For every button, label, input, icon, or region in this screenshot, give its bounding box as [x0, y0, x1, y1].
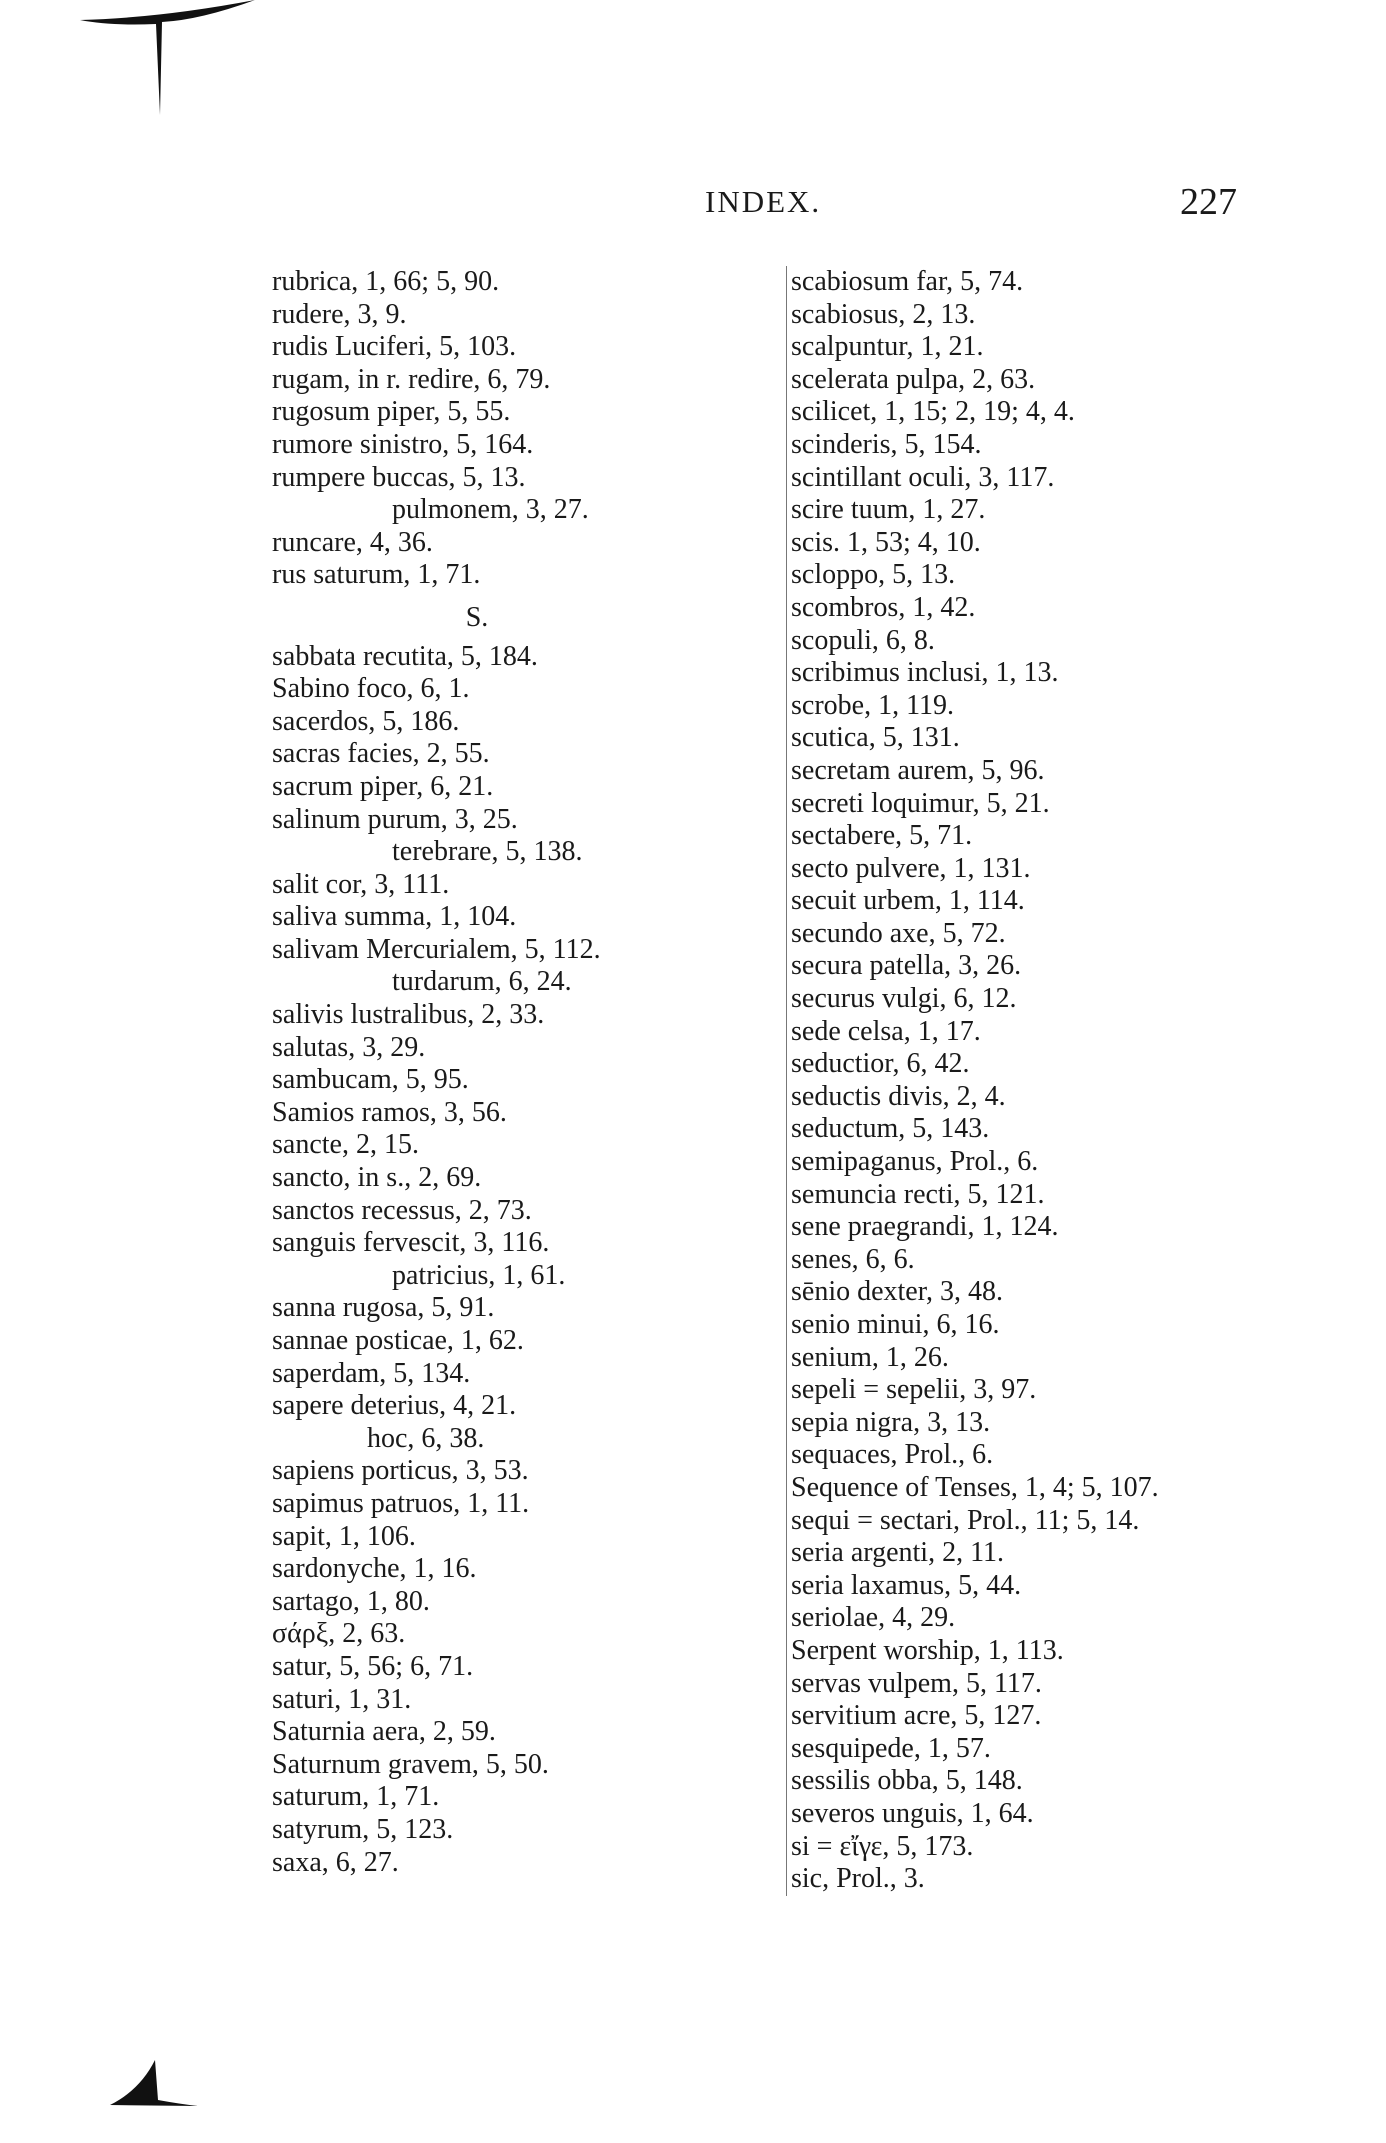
- index-entry: Sequence of Tenses, 1, 4; 5, 107.: [791, 1471, 1159, 1503]
- index-entry: sapit, 1, 106.: [272, 1520, 416, 1552]
- running-head: INDEX.: [705, 184, 822, 219]
- page-number: 227: [1180, 181, 1237, 223]
- index-entry: senio minui, 6, 16.: [791, 1309, 1000, 1340]
- index-entry: scombros, 1, 42.: [791, 591, 976, 623]
- index-entry: sapiens porticus, 3, 53.: [272, 1455, 529, 1487]
- index-entry: sanna rugosa, 5, 91.: [272, 1292, 495, 1324]
- index-entry: sanctos recessus, 2, 73.: [272, 1194, 532, 1226]
- index-entry: rus saturum, 1, 71.: [272, 559, 481, 591]
- index-entry: satyrum, 5, 123.: [272, 1813, 454, 1845]
- index-entry: sancto, in s., 2, 69.: [272, 1162, 482, 1194]
- index-entry: sequaces, Prol., 6.: [791, 1439, 994, 1471]
- index-column-right: [786, 266, 1291, 1896]
- index-entry: scelerata pulpa, 2, 63.: [791, 363, 1036, 395]
- index-entry: scilicet, 1, 15; 2, 19; 4, 4.: [791, 396, 1075, 428]
- index-entry: seria argenti, 2, 11.: [791, 1537, 1005, 1569]
- index-entry: sepeli = sepelii, 3, 97.: [791, 1374, 1037, 1406]
- index-entry: Saturnia aera, 2, 59.: [272, 1716, 496, 1748]
- index-entry: rumpere buccas, 5, 13.: [272, 461, 526, 493]
- section-letter-heading: S.: [465, 601, 489, 633]
- index-entry: rugam, in r. redire, 6, 79.: [272, 363, 551, 395]
- index-entry: Saturnum gravem, 5, 50.: [272, 1748, 549, 1780]
- index-subentry: pulmonem, 3, 27.: [392, 494, 589, 526]
- index-entry: scinderis, 5, 154.: [791, 428, 982, 460]
- index-subentry: patricius, 1, 61.: [392, 1259, 566, 1291]
- index-entry: sambucam, 5, 95.: [272, 1064, 469, 1096]
- index-entry: semipaganus, Prol., 6.: [791, 1146, 1039, 1178]
- index-entry: scintillant oculi, 3, 117.: [791, 461, 1055, 493]
- index-entry: satur, 5, 56; 6, 71.: [272, 1650, 474, 1682]
- index-entry: salinum purum, 3, 25.: [272, 803, 518, 835]
- printer-corner-mark-icon: [80, 0, 260, 120]
- index-entry: Serpent worship, 1, 113.: [791, 1634, 1064, 1666]
- index-entry: saturum, 1, 71.: [272, 1781, 440, 1813]
- index-entry: scopuli, 6, 8.: [791, 624, 935, 656]
- index-entry: rudis Luciferi, 5, 103.: [272, 331, 517, 363]
- index-subentry: terebrare, 5, 138.: [392, 836, 583, 868]
- index-subentry: hoc, 6, 38.: [367, 1422, 485, 1454]
- page-header: [0, 180, 1386, 230]
- index-entry: scloppo, 5, 13.: [791, 559, 956, 591]
- index-entry: securus vulgi, 6, 12.: [791, 983, 1017, 1015]
- index-entry: sequi = sectari, Prol., 11; 5, 14.: [791, 1504, 1140, 1536]
- index-entry: sapimus patruos, 1, 11.: [272, 1487, 530, 1519]
- index-entry: rubrica, 1, 66; 5, 90.: [272, 266, 500, 297]
- index-entry: salivis lustralibus, 2, 33.: [272, 999, 545, 1031]
- index-entry: sēnio dexter, 3, 48.: [791, 1276, 1003, 1308]
- index-entry: secundo axe, 5, 72.: [791, 917, 1006, 949]
- index-entry: secuit urbem, 1, 114.: [791, 885, 1025, 917]
- index-entry: scis. 1, 53; 4, 10.: [791, 526, 981, 558]
- index-entry: salit cor, 3, 111.: [272, 868, 450, 900]
- index-entry: secreti loquimur, 5, 21.: [791, 787, 1050, 819]
- index-entry: sacrum piper, 6, 21.: [272, 770, 494, 802]
- index-entry: seria laxamus, 5, 44.: [791, 1569, 1022, 1601]
- index-entry: senium, 1, 26.: [791, 1341, 949, 1373]
- index-entry: sannae posticae, 1, 62.: [272, 1325, 524, 1356]
- index-entry: scabiosus, 2, 13.: [791, 298, 976, 330]
- index-entry: sacras facies, 2, 55.: [272, 738, 490, 770]
- index-entry: seductum, 5, 143.: [791, 1113, 990, 1145]
- index-entry: scrobe, 1, 119.: [791, 689, 955, 721]
- index-entry: seductis divis, 2, 4.: [791, 1080, 1006, 1112]
- index-entry: sartago, 1, 80.: [272, 1585, 430, 1617]
- index-entry: sacerdos, 5, 186.: [272, 705, 460, 737]
- index-entry: sancte, 2, 15.: [272, 1129, 419, 1161]
- index-entry: servas vulpem, 5, 117.: [791, 1667, 1042, 1699]
- index-entry: semuncia recti, 5, 121.: [791, 1178, 1045, 1210]
- index-entry: saliva summa, 1, 104.: [272, 901, 517, 933]
- index-entry: sesquipede, 1, 57.: [791, 1732, 991, 1764]
- index-entry: sessilis obba, 5, 148.: [791, 1765, 1023, 1797]
- index-entry: senes, 6, 6.: [791, 1243, 915, 1275]
- index-subentry: turdarum, 6, 24.: [392, 966, 572, 998]
- index-entry: sapere deterius, 4, 21.: [272, 1390, 517, 1422]
- index-entry: runcare, 4, 36.: [272, 526, 433, 558]
- index-entry: sanguis fervescit, 3, 116.: [272, 1227, 550, 1259]
- index-entry: servitium acre, 5, 127.: [791, 1700, 1042, 1732]
- index-entry: secretam aurem, 5, 96.: [791, 754, 1045, 786]
- index-entry: seductior, 6, 42.: [791, 1048, 970, 1080]
- index-entry: Sabino foco, 6, 1.: [272, 673, 470, 705]
- index-entry: sardonyche, 1, 16.: [272, 1553, 477, 1585]
- index-entry: sic, Prol., 3.: [791, 1863, 925, 1895]
- index-column-left: [272, 266, 712, 1879]
- index-entry: seriolae, 4, 29.: [791, 1602, 956, 1634]
- index-entry: sede celsa, 1, 17.: [791, 1015, 981, 1047]
- index-entry: sectabere, 5, 71.: [791, 820, 973, 852]
- index-entry: sabbata recutita, 5, 184.: [272, 640, 538, 672]
- index-entry: scabiosum far, 5, 74.: [791, 266, 1024, 297]
- index-entry: rugosum piper, 5, 55.: [272, 396, 511, 428]
- index-entry: saxa, 6, 27.: [272, 1846, 399, 1878]
- index-entry: scribimus inclusi, 1, 13.: [791, 657, 1059, 689]
- index-entry: Samios ramos, 3, 56.: [272, 1096, 507, 1128]
- index-entry: secura patella, 3, 26.: [791, 950, 1022, 982]
- index-entry: σάρξ, 2, 63.: [272, 1618, 406, 1650]
- index-entry: rudere, 3, 9.: [272, 298, 407, 330]
- index-entry: scire tuum, 1, 27.: [791, 494, 986, 526]
- index-entry: sene praegrandi, 1, 124.: [791, 1211, 1059, 1243]
- index-entry: salutas, 3, 29.: [272, 1031, 426, 1063]
- index-entry: scutica, 5, 131.: [791, 722, 960, 754]
- index-entry: severos unguis, 1, 64.: [791, 1797, 1034, 1829]
- index-entry: rumore sinistro, 5, 164.: [272, 428, 534, 460]
- index-entry: sepia nigra, 3, 13.: [791, 1406, 991, 1438]
- index-entry: saturi, 1, 31.: [272, 1683, 412, 1715]
- index-entry: secto pulvere, 1, 131.: [791, 852, 1031, 884]
- index-entry: salivam Mercurialem, 5, 112.: [272, 933, 601, 965]
- index-entry: si = εἴγε, 5, 173.: [791, 1830, 974, 1862]
- index-entry: saperdam, 5, 134.: [272, 1357, 471, 1389]
- index-entry: scalpuntur, 1, 21.: [791, 331, 984, 363]
- printer-corner-mark-icon: [110, 2060, 200, 2110]
